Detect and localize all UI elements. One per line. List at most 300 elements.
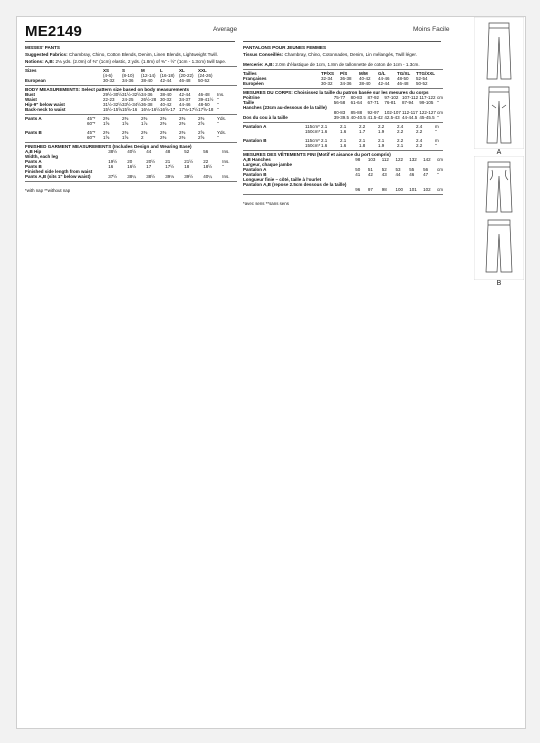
unit: cm bbox=[437, 95, 443, 101]
yardage-value: 2.1 bbox=[359, 138, 366, 144]
yardage-value: 2⅜ bbox=[103, 116, 110, 122]
measurement-value: 18½ bbox=[203, 164, 213, 170]
unit: cm bbox=[437, 157, 443, 163]
measurement-value: 67-71 bbox=[367, 100, 379, 106]
measurement-value: 39-41½ bbox=[198, 97, 214, 103]
view-label: Pants A bbox=[25, 116, 42, 122]
european-size: 30-32 bbox=[103, 78, 115, 84]
size-range: 44-46 bbox=[378, 76, 390, 82]
header-rule-en bbox=[25, 41, 235, 42]
size-table-fr bbox=[243, 71, 435, 86]
measurement-value: 17⅝-18 bbox=[198, 107, 214, 113]
yardage-value: 1.9 bbox=[378, 143, 385, 149]
fabric-width: 45"* bbox=[87, 116, 96, 122]
measurement-value: 97 bbox=[367, 187, 373, 193]
row-label: A,B Hanches bbox=[243, 157, 271, 163]
yardage-value: 2.2 bbox=[397, 138, 404, 144]
measurement-value: 142 bbox=[423, 157, 431, 163]
measurement-value: 112-117 bbox=[401, 110, 418, 116]
unit: " bbox=[217, 107, 219, 113]
divider bbox=[25, 181, 237, 182]
measurement-value: 122-127 bbox=[419, 110, 436, 116]
measurement-value: 21½ bbox=[184, 159, 194, 165]
measurement-value: 17⅛-17½ bbox=[179, 107, 199, 113]
measurement-value: 15⅝-16 bbox=[122, 107, 138, 113]
unit: Yds. bbox=[217, 116, 227, 122]
yardage-value: 2⅜ bbox=[160, 135, 167, 141]
unit: " bbox=[217, 121, 219, 127]
yardage-value: 1⅞ bbox=[141, 121, 148, 127]
fabric-width: 150cm* bbox=[305, 143, 321, 149]
fabric-width: 60"* bbox=[87, 121, 96, 127]
yardage-value: 1⅝ bbox=[103, 135, 110, 141]
yardage-value: 1.6 bbox=[340, 129, 347, 135]
measurement-value: 117-122 bbox=[419, 95, 436, 101]
unit: cm bbox=[437, 110, 443, 116]
european-size: 38-40 bbox=[141, 78, 153, 84]
row-label: Poitrine bbox=[243, 95, 260, 101]
measurement-value: 16⅛-16½ bbox=[141, 107, 161, 113]
measurement-value: 37½ bbox=[108, 174, 118, 180]
measurement-value: 48 bbox=[165, 149, 171, 155]
size-code: XXL bbox=[198, 68, 207, 74]
measurement-value: 39-39.5 bbox=[333, 115, 349, 121]
measurement-value: 21 bbox=[165, 159, 171, 165]
divider bbox=[243, 122, 443, 123]
yardage-value: 2.2 bbox=[359, 124, 366, 130]
measurement-value: 34-36 bbox=[141, 92, 153, 98]
notions-note bbox=[25, 59, 237, 64]
measurement-value: 52 bbox=[381, 167, 387, 173]
unit: Ins. bbox=[217, 92, 225, 98]
size-code: P/S bbox=[340, 71, 348, 77]
yardage-table-fr bbox=[243, 124, 439, 148]
row-label: Back-neck to waist bbox=[25, 107, 66, 113]
european-label: European bbox=[25, 78, 46, 84]
fabrics-note-fr bbox=[243, 52, 443, 57]
divider bbox=[25, 85, 237, 86]
spacer-cell bbox=[87, 78, 103, 83]
unit: m bbox=[435, 124, 439, 130]
measurement-value: 75-77 bbox=[333, 95, 346, 101]
measurement-value: 103 bbox=[367, 157, 376, 163]
yardage-value: 1⅝ bbox=[122, 121, 129, 127]
fabrics-label-fr: Tissus Conseillés: bbox=[243, 52, 284, 58]
yardage-value: 2⅜ bbox=[179, 116, 186, 122]
size-code: TP/XS bbox=[321, 71, 335, 77]
fabric-width: 115cm* bbox=[305, 138, 320, 144]
measurement-value: 22 bbox=[203, 159, 209, 165]
measurement-value: 98 bbox=[381, 187, 387, 193]
yardage-value: 2.2 bbox=[416, 129, 423, 135]
european-size: 34-36 bbox=[340, 81, 352, 87]
measurement-value: 132 bbox=[409, 157, 417, 163]
measurement-row bbox=[243, 187, 443, 192]
size-code: S bbox=[122, 68, 126, 74]
measurement-value: 56 bbox=[203, 149, 209, 155]
measurement-value: 40¼ bbox=[203, 174, 213, 180]
unit: Ins. bbox=[222, 149, 230, 155]
english-title: MISSES' PANTS bbox=[25, 45, 60, 50]
notions-text: 2⅛ yds. (2.0m) of ⅜" (1cm) elastic, 2 yds. (1.8m) of ⅜" - ½" (1cm - 1.3cm) twill tape. bbox=[55, 59, 227, 65]
sizes-label: Sizes bbox=[25, 68, 37, 74]
row-label: Pants A bbox=[25, 159, 42, 165]
yardage-value: 2.1 bbox=[340, 138, 347, 144]
measurement-value: 19½ bbox=[108, 159, 118, 165]
fabric-width: 45"* bbox=[87, 130, 96, 136]
unit: " bbox=[435, 129, 437, 135]
row-label: Bust bbox=[25, 92, 35, 98]
finished-measurements-table-fr bbox=[243, 157, 443, 192]
measurement-value: 87-92 bbox=[367, 95, 379, 101]
view-label bbox=[243, 129, 305, 134]
view-b-drawings bbox=[474, 156, 524, 280]
measurement-value: 29½-30½ bbox=[103, 92, 123, 98]
yardage-value: 2.2 bbox=[416, 143, 423, 149]
notions-label: Notions: A,B: bbox=[25, 59, 55, 65]
size-code: G/L bbox=[378, 71, 386, 77]
measurement-value: 55 bbox=[409, 167, 415, 173]
spacer-cell bbox=[87, 107, 103, 112]
measurement-value: 41.5-42 bbox=[367, 115, 383, 121]
yardage-value: 2.1 bbox=[378, 138, 385, 144]
size-table bbox=[25, 68, 217, 83]
measurement-value: 96 bbox=[355, 187, 361, 193]
measurement-value: 46-48 bbox=[198, 92, 210, 98]
yardage-value: 2⅜ bbox=[141, 130, 148, 136]
size-code: XL bbox=[179, 68, 185, 74]
row-label: Taille bbox=[243, 100, 255, 106]
spacer-cell bbox=[305, 81, 321, 86]
difficulty-fr: Moins Facile bbox=[413, 26, 450, 33]
row-label bbox=[243, 187, 346, 192]
row-label: Dos du cou à la taille bbox=[243, 115, 288, 121]
yardage-value: 2.1 bbox=[321, 124, 328, 130]
yardage-value: 2.1 bbox=[321, 138, 328, 144]
measurement-value: 15½-15⅝ bbox=[103, 107, 123, 113]
yardage-value: 2⅝ bbox=[198, 121, 205, 127]
ranges-label: Françaises bbox=[243, 76, 267, 82]
divider bbox=[243, 88, 443, 89]
yardage-value: 2⅜ bbox=[179, 121, 186, 127]
measurement-value: 40½ bbox=[127, 149, 137, 155]
measurement-value: 31½-32½ bbox=[103, 102, 123, 108]
yardage-row bbox=[243, 129, 439, 134]
yardage-value: 2⅜ bbox=[122, 130, 129, 136]
divider bbox=[243, 69, 443, 70]
sizes-label: Tailles bbox=[243, 71, 257, 77]
yardage-value: 2⅜ bbox=[179, 135, 186, 141]
row-label: Width, each leg bbox=[25, 154, 58, 160]
measurement-value: 51 bbox=[367, 167, 373, 173]
divider bbox=[25, 66, 237, 67]
header-rule-fr bbox=[243, 41, 441, 42]
measurement-value: 56 bbox=[423, 167, 429, 173]
view-label bbox=[25, 121, 87, 126]
row-label: Waist bbox=[25, 97, 37, 103]
fabrics-note bbox=[25, 52, 237, 57]
european-label: Européen bbox=[243, 81, 264, 87]
measurement-value: 46 bbox=[409, 172, 415, 178]
unit: Ins. bbox=[222, 174, 230, 180]
measurement-value: 34-37 bbox=[179, 97, 191, 103]
measurement-value: 36-38 bbox=[141, 102, 153, 108]
yardage-value: 2⅝ bbox=[198, 135, 205, 141]
unit: cm bbox=[437, 187, 443, 193]
yardage-value: 2.2 bbox=[378, 124, 385, 130]
yardage-value: 1.6 bbox=[321, 143, 328, 149]
size-range: 48-50 bbox=[397, 76, 409, 82]
yardage-value: 1.7 bbox=[359, 129, 366, 135]
measurement-value: 56-58 bbox=[333, 100, 346, 106]
notions-text-fr: 2.0m d'élastique de 1cm, 1.8m de tallonnette de coton de 1cm - 1.3cm. bbox=[275, 62, 420, 68]
measurement-value: 38½ bbox=[108, 149, 118, 155]
measurement-row bbox=[25, 107, 224, 112]
size-range: (20-22) bbox=[179, 73, 194, 79]
measurement-value: 39½ bbox=[184, 174, 194, 180]
body-measurements-table-fr bbox=[243, 95, 443, 120]
yardage-value: 2⅜ bbox=[198, 116, 205, 122]
size-range: (16-18) bbox=[160, 73, 175, 79]
measurement-value: 17½ bbox=[165, 164, 175, 170]
size-range: (8-10) bbox=[122, 73, 135, 79]
row-label: Finished side length from waist bbox=[25, 169, 93, 175]
french-title: PANTALONS POUR JEUNES FEMMES bbox=[243, 45, 327, 50]
yardage-value: 2 bbox=[141, 135, 144, 141]
yardage-value: 2⅜ bbox=[160, 130, 167, 136]
technical-drawings bbox=[474, 17, 524, 287]
row-label: Pantalon B bbox=[243, 172, 267, 178]
row-label: Pantalon A,B (repose 2.5cm dessous de la taille) bbox=[243, 182, 347, 188]
view-label-a: A bbox=[496, 149, 502, 156]
size-code: XS bbox=[103, 68, 110, 74]
measurement-value: 107-112 bbox=[401, 95, 419, 101]
unit: Ins. bbox=[222, 159, 230, 165]
measurement-row bbox=[243, 115, 443, 120]
measurement-value: 101 bbox=[409, 187, 417, 193]
measurement-value: 61-64 bbox=[350, 100, 363, 106]
yardage-value: 2⅜ bbox=[141, 116, 148, 122]
yardage-table bbox=[25, 116, 226, 140]
measurement-value: 45-45.5 bbox=[419, 115, 435, 121]
notions-label-fr: Mercerie: A,B: bbox=[243, 62, 274, 68]
size-range: (12-14) bbox=[141, 73, 156, 79]
measurement-value: 38½ bbox=[146, 174, 156, 180]
measurement-value: 42 bbox=[367, 172, 373, 178]
measurement-value: 53 bbox=[395, 167, 401, 173]
unit: " bbox=[222, 164, 224, 170]
measurement-value: 80-83 bbox=[333, 110, 346, 116]
unit: " bbox=[437, 100, 439, 106]
yardage-value: 1⅝ bbox=[103, 121, 110, 127]
row-label: A,B Hip bbox=[25, 149, 42, 155]
yardage-value: 2.1 bbox=[397, 143, 404, 149]
notions-note-fr bbox=[243, 62, 443, 67]
footnote: *with nap **without nap bbox=[25, 188, 71, 194]
fabric-width: 60"* bbox=[87, 135, 96, 141]
unit: " bbox=[437, 115, 439, 121]
measurement-value: 24-25 bbox=[122, 97, 134, 103]
measurement-value: 33½-34½ bbox=[122, 102, 142, 108]
measurement-value: 85-88 bbox=[350, 110, 363, 116]
yardage-value: 1.6 bbox=[321, 129, 328, 135]
measurement-value: 92-97 bbox=[367, 110, 379, 116]
size-code: M bbox=[141, 68, 145, 74]
yardage-value: 2.1 bbox=[340, 124, 347, 130]
measurement-value: 44-44.5 bbox=[401, 115, 418, 121]
finished-measurements-title-fr: MESURES DES VÊTEMENTS FINI (Motif et aisance du port compris) bbox=[243, 152, 391, 158]
measurement-value: 52 bbox=[184, 149, 190, 155]
european-size: 50-52 bbox=[416, 81, 428, 87]
view-label: Pants B bbox=[25, 130, 42, 136]
yardage-value: 1.6 bbox=[340, 143, 347, 149]
spacer-cell bbox=[346, 187, 355, 192]
yardage-value: 2⅜ bbox=[179, 130, 186, 136]
measurement-value: 38-40 bbox=[160, 92, 172, 98]
unit: cm bbox=[437, 167, 443, 173]
view-label: Pantalon B bbox=[243, 138, 267, 144]
measurement-value: 50 bbox=[355, 167, 361, 173]
french-column bbox=[243, 45, 443, 207]
size-range: (24-26) bbox=[198, 73, 213, 79]
body-measurements-table bbox=[25, 92, 224, 112]
measurement-value: 98 bbox=[355, 157, 361, 163]
yardage-row bbox=[25, 121, 226, 126]
fabrics-text-fr: Chambray, Chino, Cotonnades, Denim, Lin mélangés, Twill léger. bbox=[284, 52, 417, 58]
measurement-value: 40-42 bbox=[160, 102, 172, 108]
measurement-value: 16 bbox=[108, 164, 114, 170]
yardage-value: 2⅜ bbox=[122, 116, 129, 122]
difficulty-en: Average bbox=[213, 26, 238, 33]
yardage-value: 2.4 bbox=[416, 138, 423, 144]
measurement-value: 40-40.5 bbox=[350, 115, 366, 121]
size-code: L bbox=[160, 68, 163, 74]
measurement-value: 112 bbox=[381, 157, 389, 163]
yardage-value: 2⅝ bbox=[198, 130, 205, 136]
view-label: Pantalon A bbox=[243, 124, 267, 130]
european-size: 42-44 bbox=[378, 81, 390, 87]
fabrics-label: Suggested Fabrics: bbox=[25, 52, 68, 58]
measurement-value: 16⅝-17 bbox=[160, 107, 176, 113]
finished-measurements-title: FINISHED GARMENT MEASUREMENTS (Includes Design and Wearing Ease) bbox=[25, 144, 192, 150]
fabric-width: 150cm* bbox=[305, 129, 321, 135]
measurement-value: 48-50 bbox=[198, 102, 210, 108]
european-size: 50-52 bbox=[198, 78, 210, 84]
measurement-value: 102-107 bbox=[384, 110, 401, 116]
size-range: (4-6) bbox=[103, 73, 113, 79]
yardage-value: 2.2 bbox=[397, 129, 404, 135]
size-range: 52-54 bbox=[416, 76, 428, 82]
measurement-value: 100 bbox=[395, 187, 403, 193]
row-label: Longueur finie – côté, taille à l'ourlet bbox=[243, 177, 322, 183]
divider bbox=[25, 142, 237, 143]
measurement-value: 44-46 bbox=[179, 102, 191, 108]
measurement-value: 42-44 bbox=[179, 92, 191, 98]
european-size: 34-36 bbox=[122, 78, 134, 84]
row-label: Hip-9" below waist bbox=[25, 102, 65, 108]
measurement-value: 26½-28 bbox=[141, 97, 157, 103]
row-label: Pants A,B (sits 1" below waist) bbox=[25, 174, 91, 180]
european-sizes-row bbox=[25, 78, 217, 83]
yardage-value: 2⅜ bbox=[103, 130, 110, 136]
european-size: 46-48 bbox=[397, 81, 409, 87]
measurement-value: 80-83 bbox=[350, 95, 363, 101]
measurement-value: 102 bbox=[423, 187, 431, 193]
footnote-fr: *avec sens **sans sens bbox=[243, 201, 289, 207]
row-label: Pantalon A bbox=[243, 167, 267, 173]
measurement-value: 39⅛ bbox=[165, 174, 175, 180]
body-measurements-title-fr: MESURES DU CORPS: Choisissez la taille du patron basée sur les mesures du corps bbox=[243, 90, 429, 96]
yardage-value: 2⅜ bbox=[160, 121, 167, 127]
measurement-value: 44 bbox=[395, 172, 401, 178]
finished-measurements-table bbox=[25, 149, 230, 179]
view-label bbox=[243, 143, 305, 148]
fabrics-text: Chambray, Chino, Cotton Blends, Denim, Linen Blends, Lightweight Twill. bbox=[68, 52, 218, 58]
measurement-value: 87-94 bbox=[401, 100, 414, 106]
measurement-value: 31½-32½ bbox=[122, 92, 142, 98]
size-range: 32-34 bbox=[321, 76, 333, 82]
yardage-value: 1.9 bbox=[378, 129, 385, 135]
english-column bbox=[25, 45, 237, 194]
body-measurements-title: BODY MEASUREMENTS: Select pattern size based on body measurements bbox=[25, 87, 190, 93]
yardage-value: 2⅜ bbox=[160, 116, 167, 122]
yardage-row bbox=[243, 143, 439, 148]
unit: " bbox=[437, 172, 439, 178]
european-size: 42-44 bbox=[160, 78, 172, 84]
size-range: 40-42 bbox=[359, 76, 371, 82]
measurement-value: 16½ bbox=[127, 164, 137, 170]
size-range: 36-38 bbox=[340, 76, 352, 82]
measurement-value: 38¼ bbox=[127, 174, 137, 180]
measurement-value: 17 bbox=[146, 164, 152, 170]
measurement-value: 20 bbox=[127, 159, 133, 165]
measurement-value: 47 bbox=[423, 172, 429, 178]
yardage-value: 2.4 bbox=[416, 124, 423, 130]
yardage-value: 1⅝ bbox=[122, 135, 129, 141]
measurement-value: 22-23 bbox=[103, 97, 115, 103]
measurement-value: 30-32 bbox=[160, 97, 172, 103]
measurement-value: 20½ bbox=[146, 159, 156, 165]
row-label: Hanches (23cm au-dessous de la taille) bbox=[243, 105, 327, 111]
pattern-envelope-back bbox=[16, 16, 526, 729]
view-a-drawings bbox=[474, 17, 524, 149]
pattern-code: ME2149 bbox=[25, 23, 83, 40]
measurement-value: 42.5-43 bbox=[384, 115, 400, 121]
measurement-value: 122 bbox=[395, 157, 403, 163]
unit: Yds. bbox=[217, 130, 227, 136]
unit: m bbox=[435, 138, 439, 144]
size-code: M/M bbox=[359, 71, 368, 77]
size-code: TG/XL bbox=[397, 71, 411, 77]
measurement-value: 43 bbox=[381, 172, 387, 178]
view-label-b: B bbox=[496, 280, 502, 287]
spacer-cell bbox=[327, 115, 334, 120]
yardage-row bbox=[25, 135, 226, 140]
measurement-value: 99-105 bbox=[419, 100, 434, 106]
unit: " bbox=[217, 102, 219, 108]
measurement-value: 18 bbox=[184, 164, 190, 170]
fabric-width: 115cm* bbox=[305, 124, 320, 130]
divider bbox=[243, 194, 443, 195]
row-label: Pants B bbox=[25, 164, 42, 170]
size-code: TTG/XXL bbox=[416, 71, 435, 77]
european-size: 46-48 bbox=[179, 78, 191, 84]
view-label bbox=[25, 135, 87, 140]
yardage-value: 1.8 bbox=[359, 143, 366, 149]
european-sizes-row bbox=[243, 81, 435, 86]
row-label: Largeur, chaque jambe bbox=[243, 162, 293, 168]
measurement-value: 76-81 bbox=[384, 100, 396, 106]
